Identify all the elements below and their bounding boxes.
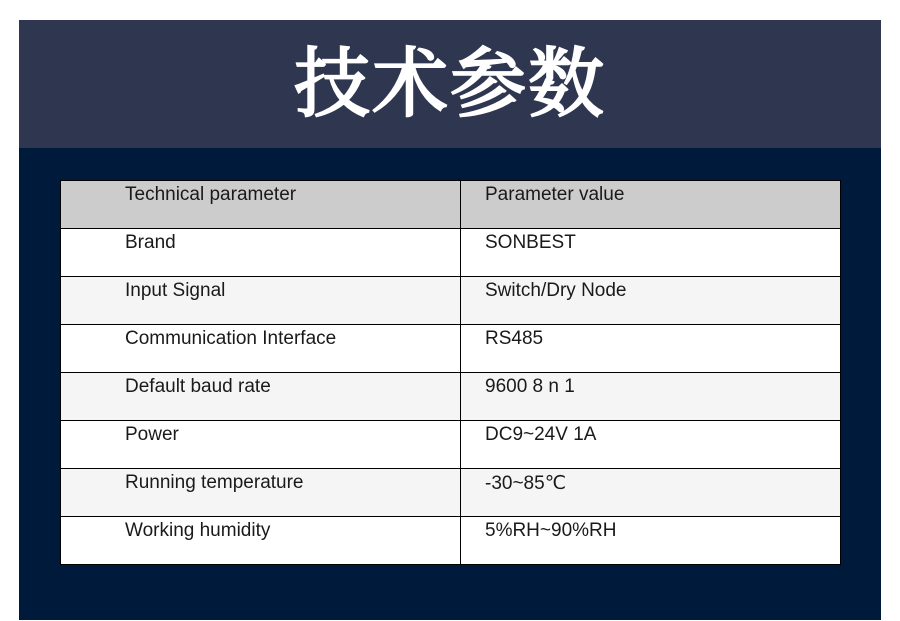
parameter-name: Brand bbox=[61, 229, 461, 277]
parameter-value: 5%RH~90%RH bbox=[461, 517, 841, 565]
parameter-value: DC9~24V 1A bbox=[461, 421, 841, 469]
page-title: 技术参数 bbox=[294, 39, 606, 128]
parameter-value: Switch/Dry Node bbox=[461, 277, 841, 325]
table-header-row bbox=[61, 181, 841, 229]
parameter-name: Default baud rate bbox=[61, 373, 461, 421]
spec-panel bbox=[19, 148, 881, 620]
column-header-value: Parameter value bbox=[461, 181, 841, 229]
table-row bbox=[61, 421, 841, 469]
table-row bbox=[61, 325, 841, 373]
parameter-name: Power bbox=[61, 421, 461, 469]
table-row bbox=[61, 373, 841, 421]
title-banner bbox=[19, 20, 881, 148]
table-row bbox=[61, 277, 841, 325]
parameter-value: RS485 bbox=[461, 325, 841, 373]
parameter-value: 9600 8 n 1 bbox=[461, 373, 841, 421]
parameter-name: Input Signal bbox=[61, 277, 461, 325]
parameter-name: Communication Interface bbox=[61, 325, 461, 373]
parameter-name: Running temperature bbox=[61, 469, 461, 517]
parameter-value: SONBEST bbox=[461, 229, 841, 277]
parameter-name: Working humidity bbox=[61, 517, 461, 565]
table-row bbox=[61, 229, 841, 277]
table-row bbox=[61, 469, 841, 517]
spec-table bbox=[60, 180, 841, 565]
parameter-value: -30~85℃ bbox=[461, 469, 841, 517]
table-row bbox=[61, 517, 841, 565]
column-header-parameter: Technical parameter bbox=[61, 181, 461, 229]
